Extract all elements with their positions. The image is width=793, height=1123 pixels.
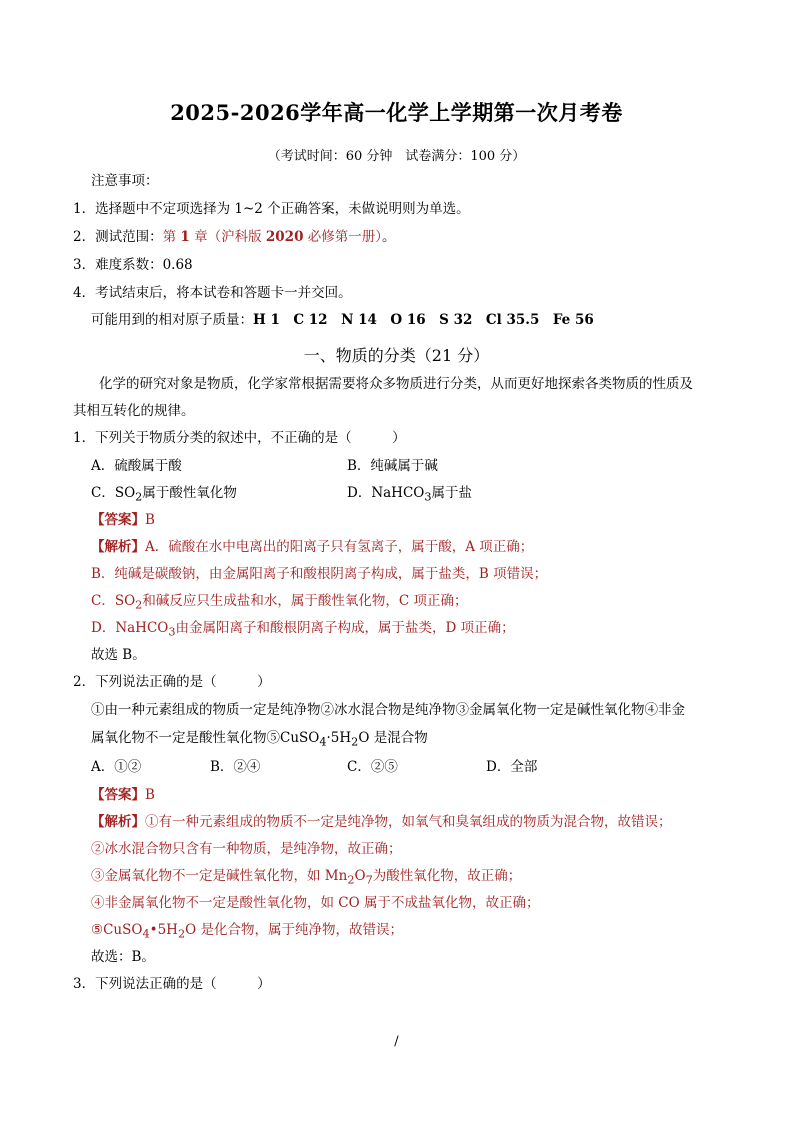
notice-heading: 注意事项： [91, 173, 159, 189]
question-1-analysis-line-3 [91, 592, 467, 615]
question-2-conclusion: 故选：B。 [91, 949, 155, 965]
analysis-text: D．NaHCO [91, 620, 169, 636]
subscript: 3 [168, 625, 176, 639]
answer-value: B [145, 512, 155, 528]
atomic-mass-label: 可能用到的相对原子质量： [91, 312, 253, 328]
analysis-text: ⑤CuSO [91, 922, 143, 938]
subscript: 2 [135, 598, 143, 612]
chapter-number: 1 [180, 229, 190, 245]
question-2-statements-line-1: ①由一种元素组成的物质一定是纯净物②冰水混合物是纯净物③金属氧化物一定是碱性氧化物④非金 [91, 702, 685, 718]
subscript: 7 [365, 873, 373, 887]
question-2-analysis-line-2: ②冰水混合物只含有一种物质，是纯净物，故正确； [91, 841, 402, 857]
notice-item-4: 4．考试结束后，将本试卷和答题卡一并交回。 [73, 285, 352, 301]
analysis-text: A．硫酸在水中电离出的阳离子只有氢离子，属于酸，A 项正确； [145, 539, 534, 555]
atomic-mass-line [91, 311, 594, 329]
option-c-text: C．SO [91, 485, 136, 501]
question-1-analysis-line-2: B．纯碱是碳酸钠，由金属阳离子和酸根阴离子构成，属于盐类，B 项错误； [91, 566, 548, 582]
subscript: 2 [177, 927, 186, 941]
subscript: 3 [424, 490, 432, 504]
question-2-analysis-line-1 [91, 813, 672, 831]
subscript: 2 [135, 490, 143, 504]
question-2-option-a: A．①② [91, 759, 142, 775]
question-2-option-c: C．②⑤ [347, 759, 398, 775]
question-1-stem: 1．下列关于物质分类的叙述中，不正确的是（ ） [73, 430, 406, 446]
question-2-statements-line-2 [91, 729, 428, 752]
chapter-scope-3: 必修第一册） [303, 229, 383, 245]
chapter-scope-1: 第 [162, 229, 181, 245]
analysis-text-rest: 和碱反应只生成盐和水，属于酸性氧化物，C 项正确； [142, 593, 468, 609]
answer-tag: 【答案】 [91, 512, 145, 528]
answer-tag: 【答案】 [91, 787, 145, 803]
question-1-option-c [91, 484, 237, 507]
question-1-option-b: B．纯碱属于碱 [347, 458, 438, 474]
section-heading: 一、物质的分类（21 分） [303, 346, 490, 365]
edition-year: 2020 [265, 229, 304, 245]
question-2-analysis-line-3 [91, 867, 521, 890]
question-1-conclusion: 故选 B。 [91, 647, 146, 663]
analysis-tag: 【解析】 [91, 539, 145, 555]
question-1-option-a: A．硫酸属于酸 [91, 458, 182, 474]
exam-meta: （考试时间：60 分钟 试卷满分：100 分） [267, 149, 526, 164]
notice-item-1: 1．选择题中不定项选择为 1~2 个正确答案，未做说明则为单选。 [73, 201, 470, 217]
question-2-stem: 2．下列说法正确的是（ ） [73, 674, 271, 690]
section-intro-line-1: 化学的研究对象是物质，化学家常根据需要将众多物质进行分类，从而更好地探索各类物质的性质及 [99, 376, 693, 392]
subscript: 2 [351, 735, 359, 749]
analysis-text-mid: •5H [149, 922, 178, 938]
option-d-text-rest: 属于盐 [431, 485, 473, 501]
analysis-text: C．SO [91, 593, 136, 609]
analysis-text: ①有一种元素组成的物质不一定是纯净物，如氧气和臭氧组成的物质为混合物，故错误； [145, 814, 672, 830]
question-3-stem: 3．下列说法正确的是（ ） [73, 976, 271, 992]
option-d-text: D．NaHCO [347, 485, 425, 501]
statement-text-mid: ·5H [326, 730, 352, 746]
chapter-scope-2: 章（沪科版 [189, 229, 266, 245]
notice-item-2-pre: 2．测试范围： [73, 229, 163, 245]
question-1-answer [91, 511, 155, 529]
notice-item-2-post: 。 [382, 229, 396, 245]
analysis-text: ③金属氧化物不一定是碱性氧化物，如 Mn [91, 868, 348, 884]
analysis-text-mid: O [354, 868, 366, 884]
notice-item-2 [73, 228, 396, 246]
subscript: 4 [142, 927, 150, 941]
question-2-option-d: D．全部 [486, 759, 538, 775]
page-footer: / [394, 1034, 399, 1049]
question-1-analysis-line-4 [91, 619, 515, 642]
section-intro-line-2: 其相互转化的规律。 [73, 403, 195, 419]
question-2-analysis-line-5 [91, 921, 403, 944]
question-1-analysis-line-1 [91, 538, 533, 556]
question-2-option-b: B．②④ [210, 759, 261, 775]
subscript: 2 [347, 873, 355, 887]
analysis-text-rest: O 是化合物，属于纯净物，故错误； [185, 922, 403, 938]
page-title: 2025-2026学年高一化学上学期第一次月考卷 [170, 100, 623, 125]
option-c-text-rest: 属于酸性氧化物 [142, 485, 237, 501]
atomic-mass-values: H 1 C 12 N 14 O 16 S 32 Cl 35.5 Fe 56 [253, 312, 594, 328]
question-2-analysis-line-4: ④非金属氧化物不一定是酸性氧化物，如 CO 属于不成盐氧化物，故正确； [91, 895, 540, 911]
statement-text-rest: O 是混合物 [358, 730, 428, 746]
statement-text: 属氧化物不一定是酸性氧化物⑤CuSO [91, 730, 320, 746]
question-2-answer [91, 786, 155, 804]
analysis-text-rest: 为酸性氧化物，故正确； [372, 868, 522, 884]
analysis-tag: 【解析】 [91, 814, 145, 830]
subscript: 4 [319, 735, 327, 749]
question-1-option-d [347, 484, 472, 507]
analysis-text-rest: 由金属阳离子和酸根阴离子构成，属于盐类，D 项正确； [175, 620, 515, 636]
notice-item-3: 3．难度系数：0.68 [73, 257, 193, 273]
answer-value: B [145, 787, 155, 803]
